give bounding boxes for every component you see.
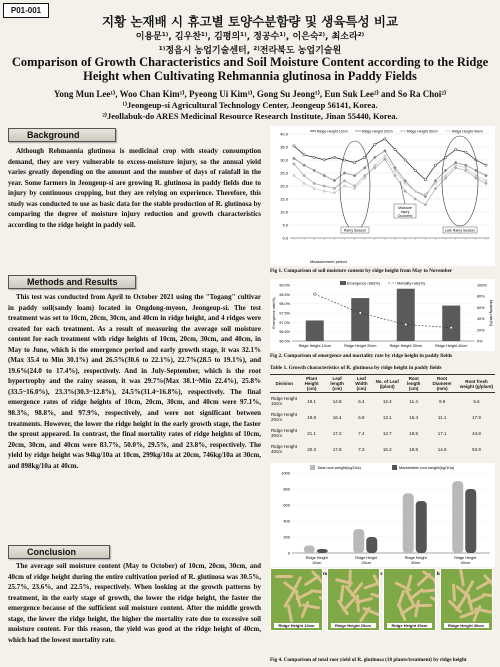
- x-axis-title: Measurement period: [310, 259, 347, 264]
- y2-tick-label: 40%: [477, 317, 485, 322]
- data-point: [485, 182, 487, 184]
- data-point: [333, 187, 335, 189]
- table-header: Root length (cm): [401, 375, 426, 393]
- root-photo-illustration: [441, 569, 492, 630]
- data-point: [364, 177, 366, 179]
- data-point: [303, 182, 305, 184]
- table-cell: 17.2: [332, 430, 342, 436]
- root-photo: [440, 568, 493, 631]
- data-point: [323, 190, 325, 192]
- data-point: [353, 174, 355, 176]
- data-point: [374, 156, 376, 158]
- data-point: [434, 187, 436, 189]
- y-tick-label: 600: [283, 502, 290, 508]
- table-header: Division: [270, 375, 299, 393]
- root-photo: [270, 568, 323, 631]
- y-tick-label: 0.0: [282, 235, 288, 241]
- rainy-season-label: Rainy Season: [343, 228, 367, 233]
- legend-label: Marketable root weight(kg/10a): [399, 465, 455, 470]
- table-cell: Ridge Height 20cm: [271, 412, 298, 422]
- marketable-root-bar: [366, 537, 377, 553]
- table-cell: 16.4: [409, 414, 419, 420]
- root-photo: [383, 568, 436, 631]
- data-point: [313, 187, 315, 189]
- x-tick-label: 40cm: [460, 561, 470, 565]
- data-point: [454, 164, 456, 166]
- data-point: [293, 163, 295, 165]
- y-tick-label: 1000: [281, 470, 290, 476]
- y-tick-label: 30.0: [280, 157, 288, 163]
- photo-label: Ridge Height 40cm: [444, 623, 489, 628]
- fig4-caption: Fig 4. Comparison of total root yield of R. glutinosa (18 plants/treatment) by ridge height: [270, 657, 467, 663]
- table-cell: 19.8: [307, 414, 317, 420]
- emergence-bar: [351, 298, 369, 341]
- x-tick-label: Ridge Height 30cm: [389, 344, 422, 348]
- x-tick-label: Ridge Height: [305, 556, 328, 560]
- data-point: [444, 177, 446, 179]
- table-row: [270, 441, 495, 457]
- table-cell: 13.1: [382, 414, 392, 420]
- table-cell: 21.1: [307, 430, 317, 436]
- poster-id: P01-001: [3, 3, 49, 18]
- x-tick-label: Ridge Height 20cm: [344, 344, 377, 348]
- marketable-root-bar: [465, 489, 476, 553]
- data-point: [374, 164, 376, 166]
- emergence-bar: [306, 320, 324, 341]
- y-tick-label: 98.0%: [279, 302, 290, 307]
- data-point: [465, 164, 467, 166]
- background-paragraph: Although Rehmannia glutinosa is medicinal crop with steady consumption demand, they are very vulnerable to excess-moisture injury, so the annual yield varies greatly depending on the amount and the number of days of rainfall in the year. Some farmers in Jeongeup-si are growing R. glutinosa in paddy fields due to injury by continuous cropping, but they are relying on experience. Therefore, this study was conducted to use as basic data for the stable production of R. glutinosa by comparing the degree of moisture injury reduction and growth characteristics according to the ridge height in paddy soil.: [8, 147, 261, 229]
- fig1-chart: [270, 126, 495, 266]
- y-tick-label: 200: [283, 534, 290, 540]
- table-cell: 14.8: [332, 398, 342, 404]
- fig1-caption: Fig 1. Comparison of soil moisture content by ridge height from May to November: [270, 268, 453, 274]
- data-point: [404, 190, 406, 192]
- fig3-chart: [270, 463, 495, 567]
- x-tick-label: Ridge Height 10cm: [298, 344, 331, 348]
- total-root-bar: [304, 545, 315, 553]
- x-tick-label: 30cm: [411, 561, 421, 565]
- y2-tick-label: 20%: [477, 328, 485, 333]
- data-point: [414, 190, 416, 192]
- data-point: [394, 169, 396, 171]
- fig2-caption: Fig 2. Comparison of emergence and mortality rate by ridge height in paddy fields: [270, 353, 453, 359]
- data-point: [485, 174, 487, 176]
- legend-label: Ridge Height 10cm: [317, 129, 348, 134]
- data-point: [384, 138, 386, 140]
- total-root-bar: [452, 481, 463, 553]
- x-tick-label: Ridge Height: [404, 556, 427, 560]
- table-header: Plant Height (cm): [299, 375, 325, 393]
- y-tick-label: 96.0%: [279, 339, 290, 344]
- table-row: [270, 393, 495, 410]
- y-tick-label: 25.0: [280, 170, 288, 176]
- data-point: [333, 179, 335, 181]
- table-header: Leaf length (cm): [325, 375, 350, 393]
- emergence-bar: [397, 289, 415, 341]
- data-point: [343, 180, 345, 182]
- y-tick-label: 96.5%: [279, 330, 290, 335]
- y-tick-label: 15.0: [280, 196, 288, 202]
- data-point: [313, 182, 315, 184]
- y-tick-label: 400: [283, 518, 290, 524]
- data-point: [475, 169, 477, 171]
- data-point: [434, 180, 436, 182]
- series-line-2: [294, 151, 486, 197]
- data-point: [323, 185, 325, 187]
- data-point: [323, 159, 325, 161]
- data-point: [343, 159, 345, 161]
- legend-swatch: [310, 465, 315, 470]
- data-point: [465, 169, 467, 171]
- data-point: [313, 156, 315, 158]
- y-tick-label: 35.0: [280, 144, 288, 150]
- table-cell: 7.3: [358, 446, 365, 452]
- mortality-point: [450, 326, 453, 329]
- data-point: [475, 177, 477, 179]
- background-text: [8, 146, 261, 256]
- table-cell: Ridge Height 40cm: [271, 444, 298, 454]
- data-point: [454, 161, 456, 163]
- photo-label: Ridge Height 10cm: [274, 623, 319, 628]
- data-point: [434, 182, 436, 184]
- legend-label: Ridge Height 30cm: [407, 129, 438, 134]
- table-cell: 12.4: [382, 398, 392, 404]
- y2-tick-label: 60%: [477, 305, 485, 310]
- data-point: [394, 148, 396, 150]
- data-point: [303, 174, 305, 176]
- y-tick-label: 98.5%: [279, 292, 290, 297]
- table-cell: Ridge Height 10cm: [271, 396, 298, 406]
- y-tick-label: 10.0: [280, 209, 288, 215]
- table-header: Root fresh weight (g/plant): [458, 375, 495, 393]
- root-photo: [327, 568, 380, 631]
- data-point: [364, 174, 366, 176]
- x-tick-label: Ridge Height 40cm: [435, 344, 468, 348]
- section-background-heading: Background: [8, 128, 116, 142]
- y2-axis-title: Mortality rate(%): [489, 299, 493, 327]
- conclusion-paragraph: The average soil moisture content (May to October) of 10cm, 20cm, 30cm, and 40cm of ridge height during the entire cultivation period of R. glutinosa was 30.5%, 25.7%, 23.6%, and 22.5%, respectively. When looking at the growth patterns by treatment, in the early stage of growth, the lower the ridge height, the faster the emergence because of the sufficient soil moisture content. After the middle growth stage, the lower the ridge height, the higher the mortality rate due to excessive soil moisture content. For this reason, the yield was good at the ridge height of 40cm, which had the lowest mortality rate.: [8, 562, 261, 644]
- methods-text: [8, 292, 261, 544]
- total-root-bar: [353, 529, 364, 553]
- data-point: [404, 180, 406, 182]
- late-rainy-season-label: Late Rainy Season: [444, 228, 476, 233]
- section-methods-heading: Methods and Results: [8, 275, 136, 289]
- data-point: [414, 198, 416, 200]
- late-rainy-ellipse: [442, 136, 478, 226]
- data-point: [485, 164, 487, 166]
- data-point: [353, 187, 355, 189]
- data-point: [293, 157, 295, 159]
- table-cell: 6.8: [358, 414, 365, 420]
- injury-label: Moisture: [398, 206, 412, 210]
- data-point: [384, 158, 386, 160]
- table-header: Leaf Width (cm): [350, 375, 374, 393]
- section-conclusion-heading: Conclusion: [8, 545, 110, 559]
- data-point: [444, 174, 446, 176]
- data-point: [475, 174, 477, 176]
- data-point: [364, 167, 366, 169]
- marketable-root-bar: [317, 549, 328, 553]
- affiliation-1: ¹⁾Jeongeup-si Agricultural Technology Center, Jeongeup 56141, Korea.: [122, 100, 378, 110]
- injury-label: Injury: [400, 210, 410, 214]
- data-point: [454, 148, 456, 150]
- data-point: [465, 151, 467, 153]
- table-row: [270, 425, 495, 441]
- table-cell: 17.1: [437, 430, 447, 436]
- data-point: [454, 167, 456, 169]
- marketable-root-bar: [416, 501, 427, 553]
- y-tick-label: 20.0: [280, 183, 288, 189]
- legend-label: Mortality rate(%): [397, 281, 425, 286]
- data-point: [343, 185, 345, 187]
- emergence-bar: [442, 306, 460, 341]
- table-cell: 11.1: [437, 414, 447, 420]
- root-photo-illustration: [328, 569, 379, 630]
- mortality-point: [359, 312, 362, 315]
- data-point: [444, 169, 446, 171]
- table-cell: 17.9: [472, 414, 481, 420]
- x-tick-label: 20cm: [361, 561, 371, 565]
- y-axis-title: Emergence rate(%): [272, 297, 276, 329]
- data-point: [384, 155, 386, 157]
- table-cell: 19.1: [307, 398, 317, 404]
- methods-paragraph: This test was conducted from April to October 2021 using the "Togang" cultivar in paddy soil(sandy loam) located in Ongdong-myeon, Jeongeup-si. The test treatment was set to 10cm, 20cm, 30cm, and 40cm in ridge height, and 4 ridges were created for each treatment. As a result of measuring the average soil moisture content for each treatment with ridge heights of 10cm, 20cm, 30cm, and 40cm, in May to June, which is the emergence period and early growth stage, it was 32.1%(Max 35.4 to Min 30.1%) and 26.5%(30.6 to 22.1%), 22.7%(28.5 to 19.1%), and 19.6%(24.0 to 17.4%), respectively. And in July-September, which is the root hypertrophy and the rainy season, it was 29.7%(Max 38.1~Min 22.4%), 25.8%(33.5~16.0%), 23.3%(30.3~12.8%), 24.5%(31.4~16.8%), respectively. The final emergence rates of ridge heights of 10cm, 20cm, 30cm, and 40cm were 97.1%, 98.3%, 98.8%, and 97.9%, respectively, and were not significant between treatments. However, the lower the ridge height in the early growth stage, the faster the sprout appeared. In contrast, the final mortality rates of ridge heights of 10cm, 20cm, 30cm, and 40cm were 83.7%, 50.0%, 29.5%, and 23.8%, respectively. The yield by ridge height was 94kg/10a at 10cm, 299kg/10a at 20cm, 746kg/10a at 30cm, and 898kg/10a at 40cm.: [8, 293, 261, 470]
- y-tick-label: 40.0: [280, 131, 288, 137]
- data-point: [465, 167, 467, 169]
- data-point: [404, 159, 406, 161]
- data-point: [364, 156, 366, 158]
- english-title: Comparison of Growth Characteristics and Soil Moisture Content according to the Ridge Height when Cultivating Rehmannia glutinosa in Paddy Fields: [11, 55, 489, 83]
- table-header: Root Diameter (mm): [426, 375, 458, 393]
- english-authors: Yong Mun Lee¹⁾, Woo Chan Kim¹⁾, Pyeong Ui Kim¹⁾, Gong Su Jeong¹⁾, Eun Suk Lee²⁾ and So Ra Choi²⁾: [53, 89, 447, 99]
- photo-label: Ridge Height 20cm: [331, 623, 376, 628]
- data-point: [343, 172, 345, 174]
- data-point: [374, 143, 376, 145]
- y-tick-label: 800: [283, 486, 290, 492]
- x-tick-label: 10cm: [312, 561, 322, 565]
- y2-tick-label: 80%: [477, 294, 485, 299]
- data-point: [424, 193, 426, 195]
- legend-label: Total root weight(kg/10a): [317, 465, 361, 470]
- y2-tick-label: 0%: [477, 339, 483, 344]
- korean-authors: 이용문¹⁾, 김우찬¹⁾, 김평의¹⁾, 정공수¹⁾, 이은숙²⁾, 최소라²⁾: [135, 32, 365, 42]
- data-point: [414, 169, 416, 171]
- table-cell: 16.4: [332, 414, 342, 420]
- data-point: [323, 174, 325, 176]
- root-photo-illustration: [384, 569, 435, 630]
- data-point: [303, 154, 305, 156]
- data-point: [404, 182, 406, 184]
- table-cell: 18.5: [409, 430, 419, 436]
- total-root-bar: [403, 493, 414, 553]
- mortality-point: [404, 323, 407, 326]
- table-cell: 13.7: [382, 430, 392, 436]
- table-cell: 11.4: [409, 398, 418, 404]
- legend-label: Ridge Height 20cm: [362, 129, 393, 134]
- table-cell: 15.2: [382, 446, 392, 452]
- data-point: [424, 204, 426, 206]
- data-point: [353, 161, 355, 163]
- korean-title: 지황 논재배 시 휴고별 토양수분함량 및 생육특성 비교: [101, 14, 399, 29]
- table-cell: 53.9: [472, 446, 481, 452]
- fig2-chart: [270, 279, 495, 351]
- y-tick-label: 5.0: [282, 222, 288, 228]
- table-cell: 17.8: [332, 446, 342, 452]
- data-point: [293, 174, 295, 176]
- legend-label: Emergence rate(%): [347, 281, 380, 286]
- data-point: [333, 156, 335, 158]
- legend-swatch: [340, 281, 346, 285]
- y-tick-label: 99.0%: [279, 283, 290, 288]
- table1-caption: Table 1. Growth characteristics of R. glutinosa by ridge height in paddy fields: [270, 365, 442, 371]
- data-point: [374, 167, 376, 169]
- series-line-3: [294, 159, 486, 205]
- data-point: [303, 164, 305, 166]
- y2-tick-label: 100%: [477, 283, 487, 288]
- mortality-point: [313, 293, 316, 296]
- data-point: [394, 174, 396, 176]
- y-tick-label: 97.5%: [279, 311, 290, 316]
- table-row: [270, 409, 495, 425]
- x-tick-label: Ridge Height: [355, 556, 378, 560]
- data-point: [313, 169, 315, 171]
- injury-label: Occurred: [397, 214, 413, 218]
- data-point: [384, 150, 386, 152]
- series-line-4: [294, 156, 486, 194]
- table-cell: 14.6: [437, 446, 447, 452]
- growth-table: [270, 374, 495, 457]
- legend-swatch: [392, 465, 397, 470]
- table-cell: Ridge Height 30cm: [271, 428, 298, 438]
- data-point: [353, 185, 355, 187]
- photo-label: Ridge Height 30cm: [387, 623, 432, 628]
- table-cell: 19.8: [409, 446, 419, 452]
- x-tick-label: Ridge Height: [454, 556, 477, 560]
- table-cell: 20.3: [307, 446, 317, 452]
- y-tick-label: 97.0%: [279, 320, 290, 325]
- table-cell: 5.6: [473, 398, 480, 404]
- data-point: [485, 180, 487, 182]
- data-point: [424, 179, 426, 181]
- legend-label: Ridge Height 40cm: [452, 129, 483, 134]
- data-point: [434, 164, 436, 166]
- korean-affiliation: ¹⁾정읍시 농업기술센터, ²⁾전라북도 농업기술원: [158, 46, 342, 56]
- table-cell: 6.4: [358, 398, 365, 404]
- conclusion-text: [8, 561, 261, 666]
- root-photo-illustration: [271, 569, 322, 630]
- table-cell: 9.9: [439, 398, 446, 404]
- table-header: No. of Leaf (/plant): [373, 375, 401, 393]
- table-cell: 44.8: [472, 430, 481, 436]
- table-cell: 7.4: [358, 430, 365, 436]
- y-tick-label: 0: [287, 550, 290, 556]
- affiliation-2: ²⁾Jeollabuk-do ARES Medicinal Resource Research Institute, Jinan 55440, Korea.: [102, 111, 398, 121]
- mortality-line: [315, 294, 452, 328]
- data-point: [333, 192, 335, 194]
- data-point: [293, 145, 295, 147]
